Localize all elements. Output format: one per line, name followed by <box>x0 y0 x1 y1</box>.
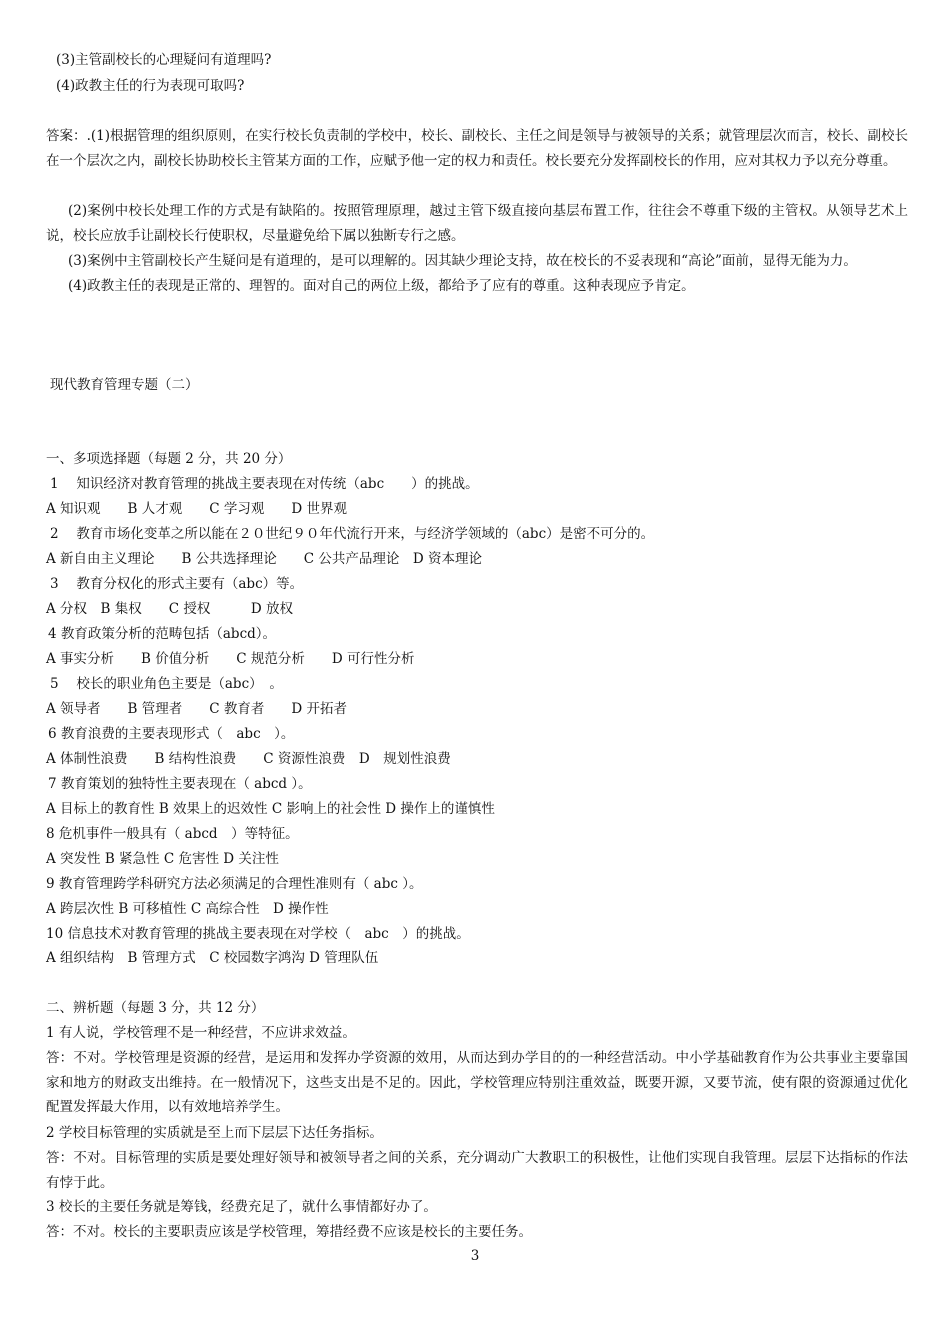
page-number: 3 <box>470 1248 480 1264</box>
mc-line: 9 教育管理跨学科研究方法必须满足的合理性准则有（ abc ）。 <box>46 876 423 892</box>
mc-line: A 领导者 B 管理者 C 教育者 D 开拓者 <box>46 701 347 717</box>
question-4: (4)政教主任的行为表现可取吗? <box>56 78 245 94</box>
question-3: (3)主管副校长的心理疑问有道理吗? <box>56 52 272 68</box>
section-title: 现代教育管理专题（二） <box>50 377 199 393</box>
mc-line: A 事实分析 B 价值分析 C 规范分析 D 可行性分析 <box>46 651 415 667</box>
part2-question-2: 2 学校目标管理的实质就是至上而下层层下达任务指标。 <box>46 1125 383 1141</box>
part2-question-3: 3 校长的主要任务就是筹钱，经费充足了，就什么事情都好办了。 <box>46 1199 437 1215</box>
mc-line: 5 校长的职业角色主要是（abc） 。 <box>50 676 283 692</box>
mc-line: 1 知识经济对教育管理的挑战主要表现在对传统（abc ）的挑战。 <box>50 476 479 492</box>
part2-answer-1: 答：不对。学校管理是资源的经营，是运用和发挥办学资源的效用，从而达到办学目的的一种经营活动。中小学基础教育作为公共事业主要靠国家和地方的财政支出维持。在一般情况下，这些支出是不足的。因此，学校管理应特别注重效益，既要开源，又要节流，使有限的资源通过优化配置发挥最大作用，以有效地培养学生。 <box>46 1050 908 1116</box>
mc-line: 3 教育分权化的形式主要有（abc）等。 <box>50 576 304 592</box>
part2-answer-3: 答：不对。校长的主要职责应该是学校管理，筹措经费不应该是校长的主要任务。 <box>46 1224 532 1240</box>
mc-line: A 突发性 B 紧急性 C 危害性 D 关注性 <box>46 851 279 867</box>
mc-line: 6 教育浪费的主要表现形式（ abc ）。 <box>48 726 295 742</box>
part2-answer-2: 答：不对。目标管理的实质是要处理好领导和被领导者之间的关系，充分调动广大教职工的积极性，让他们实现自我管理。层层下达指标的作法有悖于此。 <box>46 1150 908 1191</box>
mc-line: 8 危机事件一般具有（ abcd ）等特征。 <box>46 826 299 842</box>
mc-line: A 跨层次性 B 可移植性 C 高综合性 D 操作性 <box>46 901 329 917</box>
answer-paragraph-4: (4)政教主任的表现是正常的、理智的。面对自己的两位上级，都给予了应有的尊重。这种表现应予肯定。 <box>68 278 695 294</box>
mc-line: 4 教育政策分析的范畴包括（abcd）。 <box>48 626 277 642</box>
mc-line: A 目标上的教育性 B 效果上的迟效性 C 影响上的社会性 D 操作上的谨慎性 <box>46 801 495 817</box>
answer-paragraph-3: (3)案例中主管副校长产生疑问是有道理的，是可以理解的。因其缺少理论支持，故在校长的不妥表现和“高论”面前，显得无能为力。 <box>68 253 857 269</box>
mc-line: 10 信息技术对教育管理的挑战主要表现在对学校（ abc ）的挑战。 <box>46 926 470 942</box>
part2-question-1: 1 有人说，学校管理不是一种经营，不应讲求效益。 <box>46 1025 356 1041</box>
mc-line: 2 教育市场化变革之所以能在２０世纪９０年代流行开来，与经济学领域的（abc）是密不可分的。 <box>50 526 655 542</box>
mc-line: A 新自由主义理论 B 公共选择理论 C 公共产品理论 D 资本理论 <box>46 551 482 567</box>
mc-line: A 分权 B 集权 C 授权 D 放权 <box>46 601 293 617</box>
mc-line: 7 教育策划的独特性主要表现在（ abcd ）。 <box>48 776 312 792</box>
part1-heading: 一、多项选择题（每题 2 分，共 20 分） <box>46 451 292 467</box>
answer-paragraph-1: 答案：.(1)根据管理的组织原则，在实行校长负责制的学校中，校长、副校长、主任之间是领导与被领导的关系；就管理层次而言，校长、副校长在一个层次之内，副校长协助校长主管某方面的工作，应赋予他一定的权力和责任。校长要充分发挥副校长的作用，应对其权力予以充分尊重。 <box>46 128 908 169</box>
answer-paragraph-2: (2)案例中校长处理工作的方式是有缺陷的。按照管理原理，越过主管下级直接向基层布置工作，往往会不尊重下级的主管权。从领导艺术上说，校长应放手让副校长行使职权，尽量避免给下属以独断专行之感。 <box>46 203 908 244</box>
mc-line: A 知识观 B 人才观 C 学习观 D 世界观 <box>46 501 347 517</box>
mc-line: A 组织结构 B 管理方式 C 校园数字鸿沟 D 管理队伍 <box>46 950 379 966</box>
mc-line: A 体制性浪费 B 结构性浪费 C 资源性浪费 D 规划性浪费 <box>46 751 451 767</box>
part2-heading: 二、辨析题（每题 3 分，共 12 分） <box>46 1000 265 1016</box>
